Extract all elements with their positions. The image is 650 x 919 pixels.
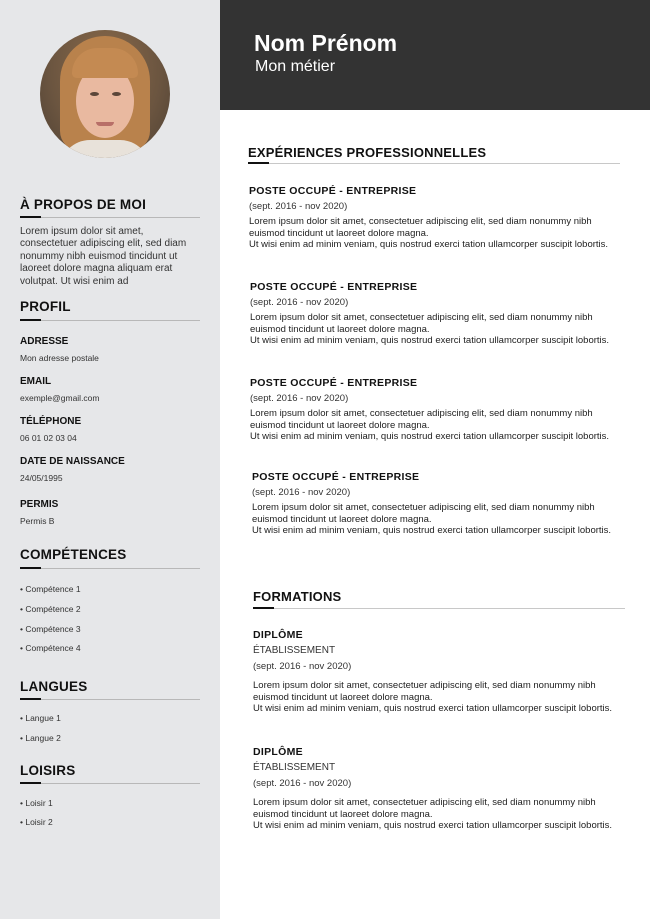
profile-title: PROFIL bbox=[20, 299, 71, 314]
experience-item-date: (sept. 2016 - nov 2020) bbox=[252, 487, 351, 498]
profile-divider bbox=[20, 320, 200, 321]
birthdate-label: DATE DE NAISSANCE bbox=[20, 456, 125, 467]
license-label: PERMIS bbox=[20, 499, 59, 510]
about-divider bbox=[20, 217, 200, 218]
skill-item: • Compétence 3 bbox=[20, 624, 81, 634]
education-item-date: (sept. 2016 - nov 2020) bbox=[253, 661, 352, 672]
desc-line: Lorem ipsum dolor sit amet, consectetuer adipiscing elit, sed diam nonummy nibh euismod tincidunt ut laoreet dolore magna. Ut wisi enim ad minim veniam, quis nostrud exerci tation ullamcorper suscipit lobortis. bbox=[250, 408, 610, 443]
languages-divider bbox=[20, 699, 200, 700]
experience-item-title: POSTE OCCUPÉ - ENTREPRISE bbox=[250, 377, 418, 389]
skill-item: • Compétence 2 bbox=[20, 604, 81, 614]
skills-divider bbox=[20, 568, 200, 569]
header bbox=[220, 0, 650, 110]
education-item-desc bbox=[253, 680, 623, 715]
photo-eye-right bbox=[112, 92, 121, 96]
desc-line: Lorem ipsum dolor sit amet, consectetuer adipiscing elit, sed diam nonummy nibh euismod tincidunt ut laoreet dolore magna. Ut wisi enim ad minim veniam, quis nostrud exerci tation ullamcorper suscipit lobortis. bbox=[249, 216, 609, 251]
hobby-item: • Loisir 2 bbox=[20, 817, 53, 827]
skill-item: • Compétence 1 bbox=[20, 584, 81, 594]
experience-item-title: POSTE OCCUPÉ - ENTREPRISE bbox=[252, 471, 420, 483]
desc-line: Lorem ipsum dolor sit amet, consectetuer adipiscing elit, sed diam nonummy nibh euismod tincidunt ut laoreet dolore magna. Ut wisi enim ad minim veniam, quis nostrud exerci tation ullamcorper suscipit lobortis. bbox=[253, 797, 613, 832]
education-divider bbox=[253, 608, 625, 609]
education-item-school: ÉTABLISSEMENT bbox=[253, 645, 336, 656]
hobby-item: • Loisir 1 bbox=[20, 798, 53, 808]
license-value: Permis B bbox=[20, 516, 55, 526]
experience-item-date: (sept. 2016 - nov 2020) bbox=[250, 393, 349, 404]
languages-title: LANGUES bbox=[20, 679, 88, 694]
language-item: • Langue 2 bbox=[20, 733, 61, 743]
skill-item: • Compétence 4 bbox=[20, 643, 81, 653]
experience-title: EXPÉRIENCES PROFESSIONNELLES bbox=[248, 145, 487, 160]
skills-title: COMPÉTENCES bbox=[20, 547, 127, 562]
desc-line: Lorem ipsum dolor sit amet, consectetuer adipiscing elit, sed diam nonummy nibh euismod tincidunt ut laoreet dolore magna. Ut wisi enim ad minim veniam, quis nostrud exerci tation ullamcorper suscipit lobortis. bbox=[252, 502, 612, 537]
desc-line: Lorem ipsum dolor sit amet, consectetuer adipiscing elit, sed diam nonummy nibh euismod tincidunt ut laoreet dolore magna. Ut wisi enim ad minim veniam, quis nostrud exerci tation ullamcorper suscipit lobortis. bbox=[253, 680, 613, 715]
experience-item-title: POSTE OCCUPÉ - ENTREPRISE bbox=[250, 281, 418, 293]
experience-item-date: (sept. 2016 - nov 2020) bbox=[250, 297, 349, 308]
education-item-date: (sept. 2016 - nov 2020) bbox=[253, 778, 352, 789]
education-item-school: ÉTABLISSEMENT bbox=[253, 762, 336, 773]
about-title: À PROPOS DE MOI bbox=[20, 197, 147, 212]
experience-item-desc bbox=[250, 408, 620, 443]
main-content bbox=[220, 110, 650, 919]
address-label: ADRESSE bbox=[20, 336, 69, 347]
hobbies-divider bbox=[20, 783, 200, 784]
experience-item-desc bbox=[249, 216, 619, 251]
profile-photo bbox=[40, 30, 170, 158]
phone-label: TÉLÉPHONE bbox=[20, 416, 82, 427]
experience-item-desc bbox=[252, 502, 622, 537]
experience-divider bbox=[248, 163, 620, 164]
photo-eye-left bbox=[90, 92, 99, 96]
about-text: Lorem ipsum dolor sit amet, consectetuer adipiscing elit, sed diam nonummy nibh euismod tincidunt ut laoreet dolore magna aliquam erat volutpat. Ut wisi enim ad bbox=[20, 226, 187, 287]
experience-item-desc bbox=[250, 312, 620, 347]
experience-item-date: (sept. 2016 - nov 2020) bbox=[249, 201, 348, 212]
phone-value: 06 01 02 03 04 bbox=[20, 433, 77, 443]
education-item-degree: DIPLÔME bbox=[253, 629, 303, 641]
email-value[interactable]: exemple@gmail.com bbox=[20, 393, 100, 403]
email-label: EMAIL bbox=[20, 376, 52, 387]
education-title: FORMATIONS bbox=[253, 589, 342, 604]
education-item-desc bbox=[253, 797, 623, 832]
address-value: Mon adresse postale bbox=[20, 353, 99, 363]
hobbies-title: LOISIRS bbox=[20, 763, 76, 778]
experience-item-title: POSTE OCCUPÉ - ENTREPRISE bbox=[249, 185, 417, 197]
candidate-name: Nom Prénom bbox=[254, 30, 398, 56]
education-item-degree: DIPLÔME bbox=[253, 746, 303, 758]
birthdate-value: 24/05/1995 bbox=[20, 473, 63, 483]
photo-mouth bbox=[96, 122, 114, 126]
desc-line: Lorem ipsum dolor sit amet, consectetuer adipiscing elit, sed diam nonummy nibh euismod tincidunt ut laoreet dolore magna. Ut wisi enim ad minim veniam, quis nostrud exerci tation ullamcorper suscipit lobortis. bbox=[250, 312, 610, 347]
photo-fringe bbox=[72, 48, 138, 78]
candidate-job-title: Mon métier bbox=[255, 58, 336, 75]
language-item: • Langue 1 bbox=[20, 713, 61, 723]
sidebar bbox=[0, 0, 220, 919]
